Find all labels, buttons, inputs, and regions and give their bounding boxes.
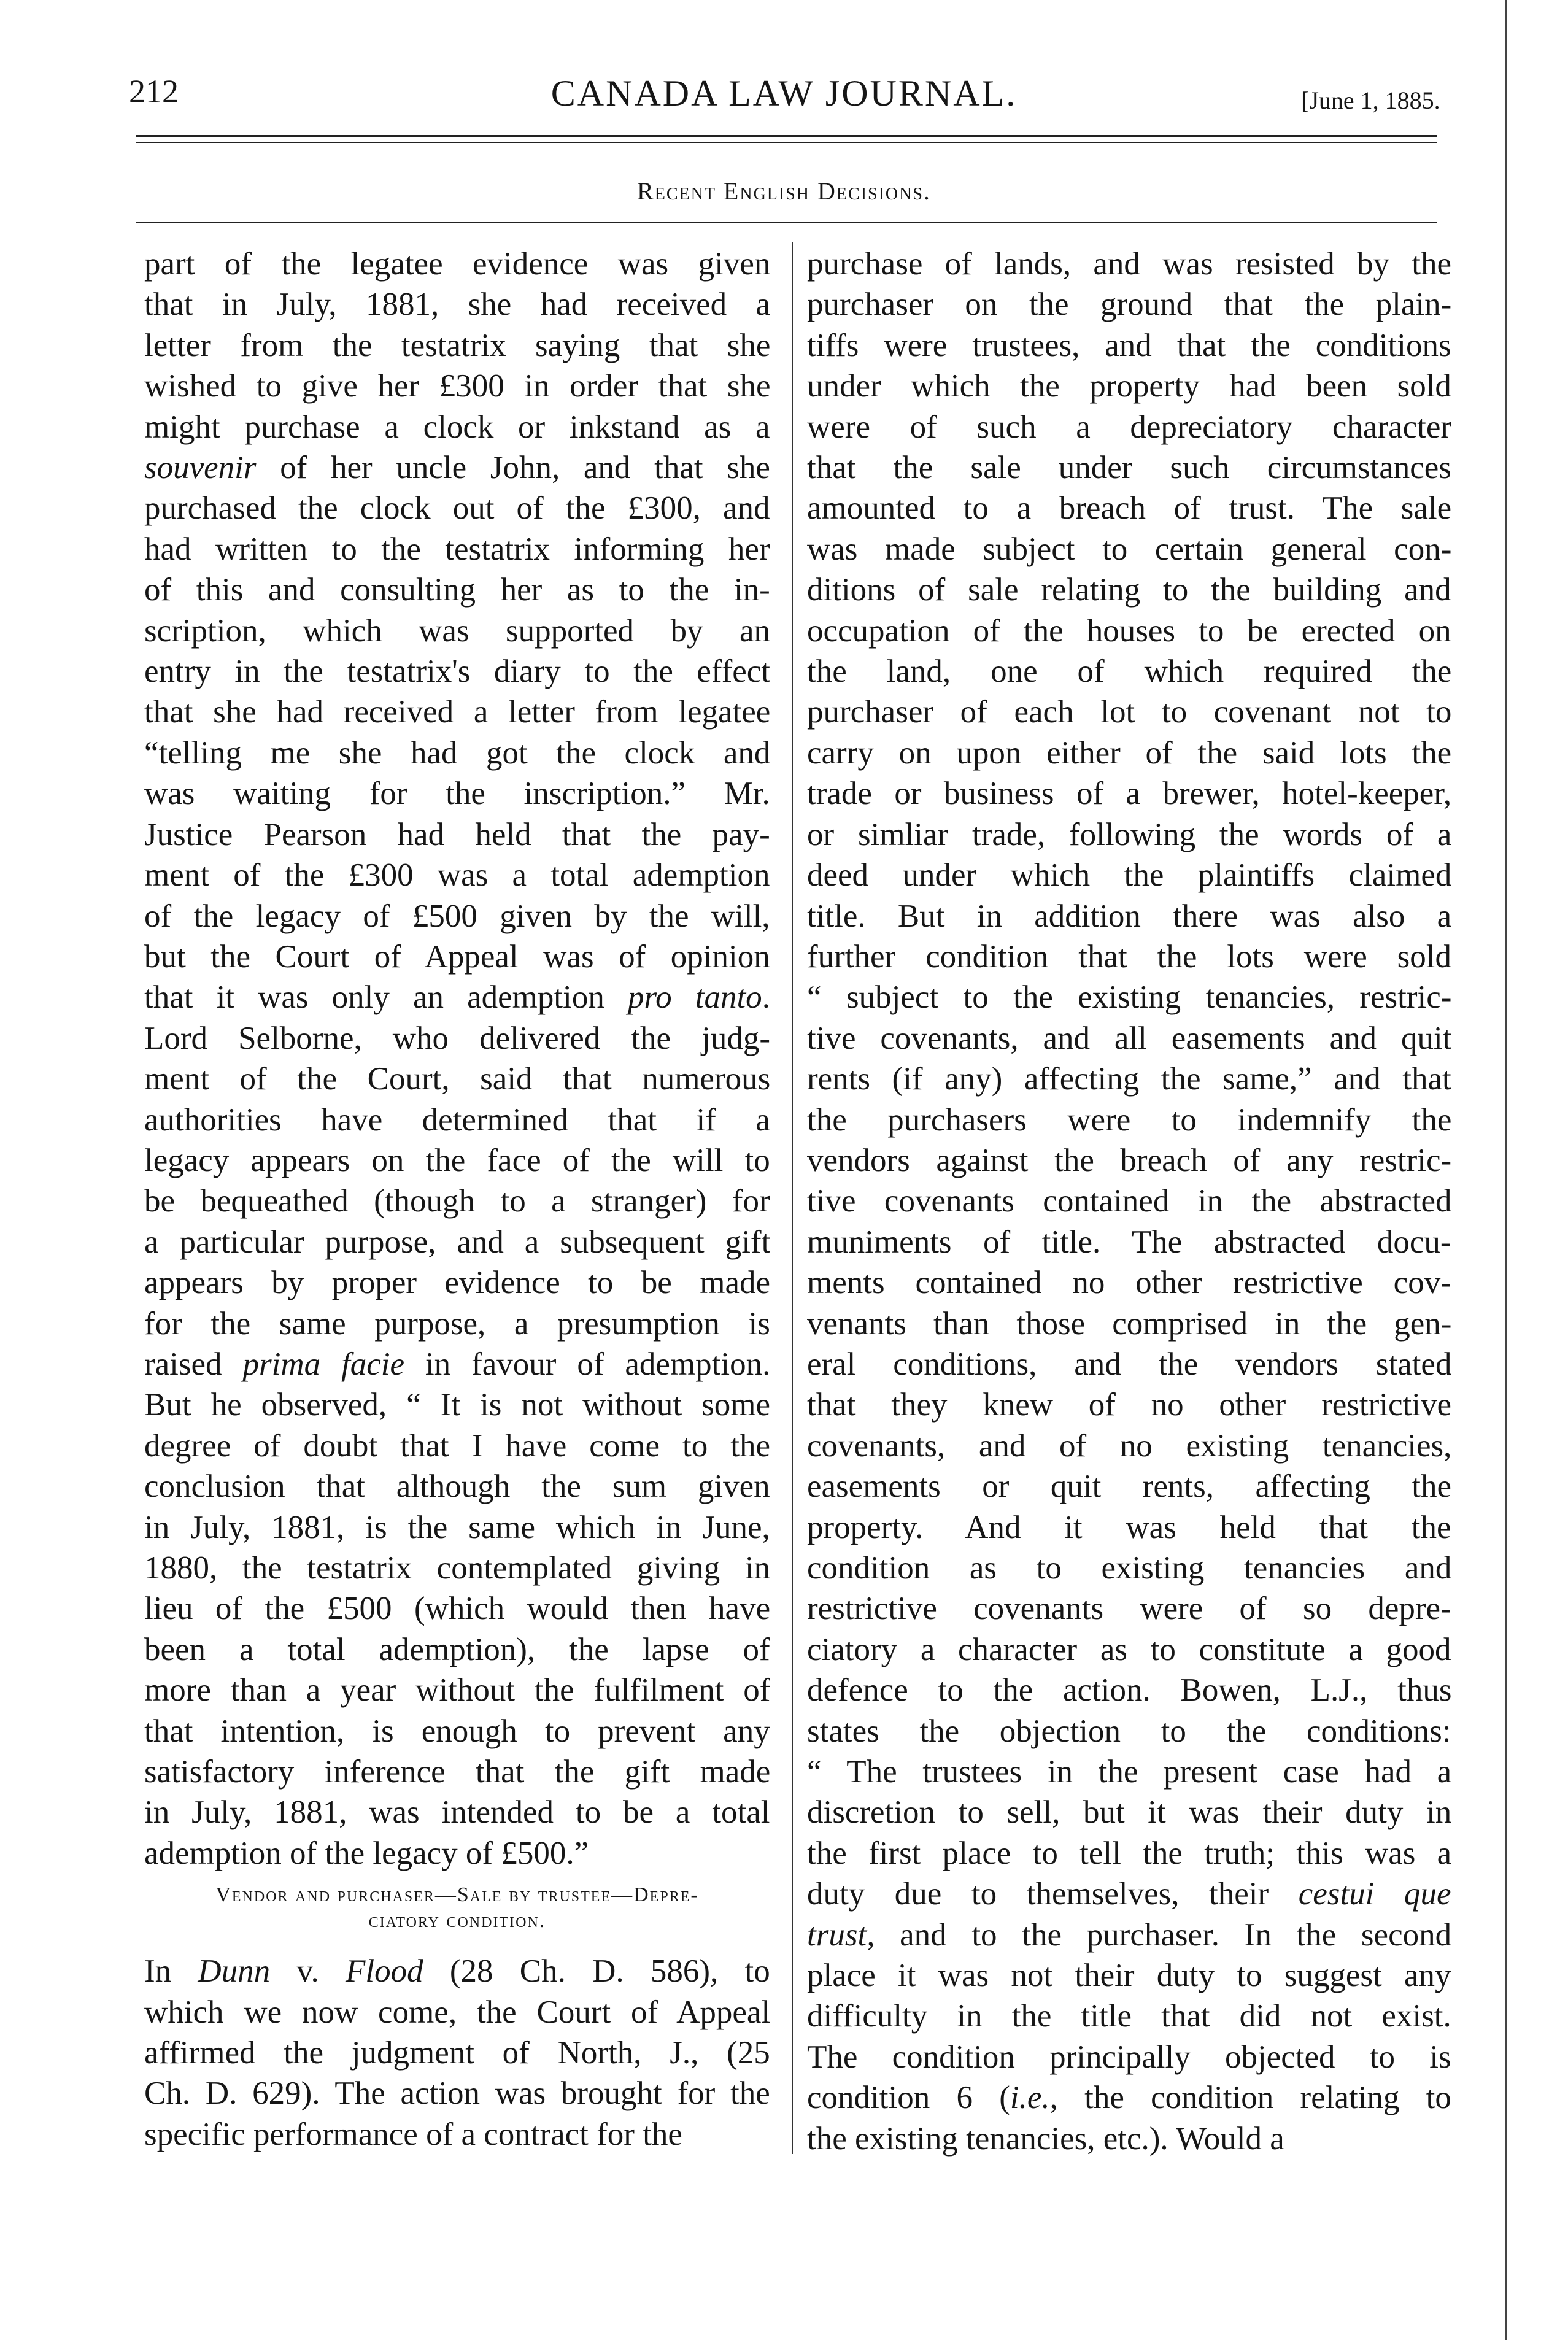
text-line: conclusion that although the sum given bbox=[144, 1469, 770, 1505]
text-line: eral conditions, and the vendors stated bbox=[807, 1346, 1451, 1382]
text-line: Ch. D. 629). The action was brought for the bbox=[144, 2075, 770, 2112]
text-line: under which the property had been sold bbox=[807, 368, 1451, 404]
text-line: restrictive covenants were of so depre- bbox=[807, 1591, 1451, 1627]
text-line: that intention, is enough to prevent any bbox=[144, 1713, 770, 1749]
text-line: were of such a depreciatory character bbox=[807, 409, 1451, 445]
text-line: But he observed, “ It is not without some bbox=[144, 1387, 770, 1423]
column-divider bbox=[792, 242, 793, 2154]
text-line: might purchase a clock or inkstand as a bbox=[144, 409, 770, 445]
text-line: Lord Selborne, who delivered the judg- bbox=[144, 1020, 770, 1056]
text-line: purchased the clock out of the £300, and bbox=[144, 490, 770, 527]
text-line: that in July, 1881, she had received a bbox=[144, 287, 770, 323]
text-line: ciatory a character as to constitute a good bbox=[807, 1631, 1451, 1667]
text-line: trust, and to the purchaser. In the second bbox=[807, 1917, 1451, 1953]
text-line: easements or quit rents, affecting the bbox=[807, 1469, 1451, 1505]
right-paragraph bbox=[807, 244, 1451, 2159]
text-line: or simliar trade, following the words of a bbox=[807, 816, 1451, 852]
text-line: In Dunn v. Flood (28 Ch. D. 586), to bbox=[144, 1953, 770, 1990]
text-line: of the legacy of £500 given by the will, bbox=[144, 898, 770, 934]
text-line: been a total ademption), the lapse of bbox=[144, 1631, 770, 1667]
heading-line: ciatory condition. bbox=[368, 1909, 546, 1933]
text-line: be bequeathed (though to a stranger) for bbox=[144, 1183, 770, 1219]
text-line: ademption of the legacy of £500.” bbox=[144, 1835, 589, 1871]
page-number: 212 bbox=[129, 73, 179, 110]
text-line: place it was not their duty to suggest any bbox=[807, 1958, 1451, 1994]
text-line: amounted to a breach of trust. The sale bbox=[807, 490, 1451, 527]
text-line: raised prima facie in favour of ademption. bbox=[144, 1346, 770, 1382]
text-line: but the Court of Appeal was of opinion bbox=[144, 938, 770, 975]
text-line: condition 6 (i.e., the condition relating to bbox=[807, 2080, 1451, 2116]
text-line: appears by proper evidence to be made bbox=[144, 1265, 770, 1301]
text-line: purchaser on the ground that the plain- bbox=[807, 287, 1451, 323]
text-line: affirmed the judgment of North, J., (25 bbox=[144, 2035, 770, 2071]
text-line: scription, which was supported by an bbox=[144, 612, 770, 649]
text-line: ment of the £300 was a total ademption bbox=[144, 857, 770, 894]
text-line: purchase of lands, and was resisted by the bbox=[807, 246, 1451, 282]
text-line: discretion to sell, but it was their duty in bbox=[807, 1794, 1451, 1831]
text-line: “ The trustees in the present case had a bbox=[807, 1754, 1451, 1790]
text-line: 1880, the testatrix contemplated giving in bbox=[144, 1550, 770, 1586]
text-line: satisfactory inference that the gift made bbox=[144, 1754, 770, 1790]
text-line: condition as to existing tenancies and bbox=[807, 1550, 1451, 1586]
text-line: was made subject to certain general con- bbox=[807, 531, 1451, 567]
text-line: rents (if any) affecting the same,” and that bbox=[807, 1061, 1451, 1097]
text-line: further condition that the lots were sold bbox=[807, 938, 1451, 975]
text-line: tiffs were trustees, and that the conditions bbox=[807, 327, 1451, 363]
text-line: part of the legatee evidence was given bbox=[144, 246, 770, 282]
text-line: for the same purpose, a presumption is bbox=[144, 1305, 770, 1342]
text-line: states the objection to the conditions: bbox=[807, 1713, 1451, 1749]
text-line: that they knew of no other restrictive bbox=[807, 1387, 1451, 1423]
right-column bbox=[807, 244, 1451, 2159]
text-line: that the sale under such circumstances bbox=[807, 450, 1451, 486]
text-line: trade or business of a brewer, hotel-keeper, bbox=[807, 776, 1451, 812]
text-line: souvenir of her uncle John, and that she bbox=[144, 450, 770, 486]
text-line: a particular purpose, and a subsequent gift bbox=[144, 1224, 770, 1260]
text-line: in July, 1881, is the same which in June, bbox=[144, 1509, 770, 1545]
text-line: more than a year without the fulfilment of bbox=[144, 1672, 770, 1709]
text-line: was waiting for the inscription.” Mr. bbox=[144, 776, 770, 812]
section-rule bbox=[136, 222, 1437, 223]
text-line: venants than those comprised in the gen- bbox=[807, 1305, 1451, 1342]
text-line: occupation of the houses to be erected on bbox=[807, 612, 1451, 649]
text-line: entry in the testatrix's diary to the effect bbox=[144, 654, 770, 690]
text-line: the first place to tell the truth; this was a bbox=[807, 1835, 1451, 1871]
text-line: “ subject to the existing tenancies, restric- bbox=[807, 979, 1451, 1016]
text-line: the existing tenancies, etc.). Would a bbox=[807, 2120, 1284, 2157]
text-line: tive covenants, and all easements and quit bbox=[807, 1020, 1451, 1056]
text-line: purchaser of each lot to covenant not to bbox=[807, 694, 1451, 730]
text-line: in July, 1881, was intended to be a total bbox=[144, 1794, 770, 1831]
text-line: letter from the testatrix saying that she bbox=[144, 327, 770, 363]
text-line: defence to the action. Bowen, L.J., thus bbox=[807, 1672, 1451, 1709]
text-line: wished to give her £300 in order that she bbox=[144, 368, 770, 404]
text-line: carry on upon either of the said lots the bbox=[807, 735, 1451, 771]
text-line: muniments of title. The abstracted docu- bbox=[807, 1224, 1451, 1260]
text-line: lieu of the £500 (which would then have bbox=[144, 1591, 770, 1627]
header-rule-bottom bbox=[136, 142, 1437, 143]
text-line: tive covenants contained in the abstracted bbox=[807, 1183, 1451, 1219]
text-line: duty due to themselves, their cestui que bbox=[807, 1876, 1451, 1912]
text-line: specific performance of a contract for the bbox=[144, 2116, 682, 2152]
text-line: The condition principally objected to is bbox=[807, 2039, 1451, 2075]
text-line: ditions of sale relating to the building and bbox=[807, 572, 1451, 608]
left-paragraph-1 bbox=[144, 244, 770, 1874]
text-line: ments contained no other restrictive cov- bbox=[807, 1265, 1451, 1301]
text-line: “telling me she had got the clock and bbox=[144, 735, 770, 771]
text-line: which we now come, the Court of Appeal bbox=[144, 1994, 770, 2030]
text-line: vendors against the breach of any restric- bbox=[807, 1142, 1451, 1178]
header-rule-top bbox=[136, 135, 1437, 137]
text-line: that it was only an ademption pro tanto. bbox=[144, 979, 770, 1016]
text-line: Justice Pearson had held that the pay- bbox=[144, 816, 770, 852]
text-line: of this and consulting her as to the in- bbox=[144, 572, 770, 608]
section-title: Recent English Decisions. bbox=[637, 177, 931, 205]
text-line: the land, one of which required the bbox=[807, 654, 1451, 690]
text-line: the purchasers were to indemnify the bbox=[807, 1102, 1451, 1138]
text-line: property. And it was held that the bbox=[807, 1509, 1451, 1545]
text-line: title. But in addition there was also a bbox=[807, 898, 1451, 934]
journal-title: CANADA LAW JOURNAL. bbox=[550, 73, 1018, 114]
page-edge-border bbox=[1505, 0, 1507, 2340]
text-line: covenants, and of no existing tenancies, bbox=[807, 1427, 1451, 1464]
text-line: had written to the testatrix informing her bbox=[144, 531, 770, 567]
text-line: that she had received a letter from legatee bbox=[144, 694, 770, 730]
text-line: authorities have determined that if a bbox=[144, 1102, 770, 1138]
subsection-heading bbox=[144, 1882, 770, 1934]
issue-date: [June 1, 1885. bbox=[1301, 87, 1440, 114]
text-line: deed under which the plaintiffs claimed bbox=[807, 857, 1451, 894]
text-line: degree of doubt that I have come to the bbox=[144, 1427, 770, 1464]
heading-line: Vendor and purchaser—Sale by trustee—Depre- bbox=[215, 1883, 699, 1907]
text-line: legacy appears on the face of the will to bbox=[144, 1142, 770, 1178]
text-line: ment of the Court, said that numerous bbox=[144, 1061, 770, 1097]
left-column bbox=[144, 244, 770, 2155]
text-line: difficulty in the title that did not exist. bbox=[807, 1998, 1451, 2034]
left-paragraph-2 bbox=[144, 1951, 770, 2155]
